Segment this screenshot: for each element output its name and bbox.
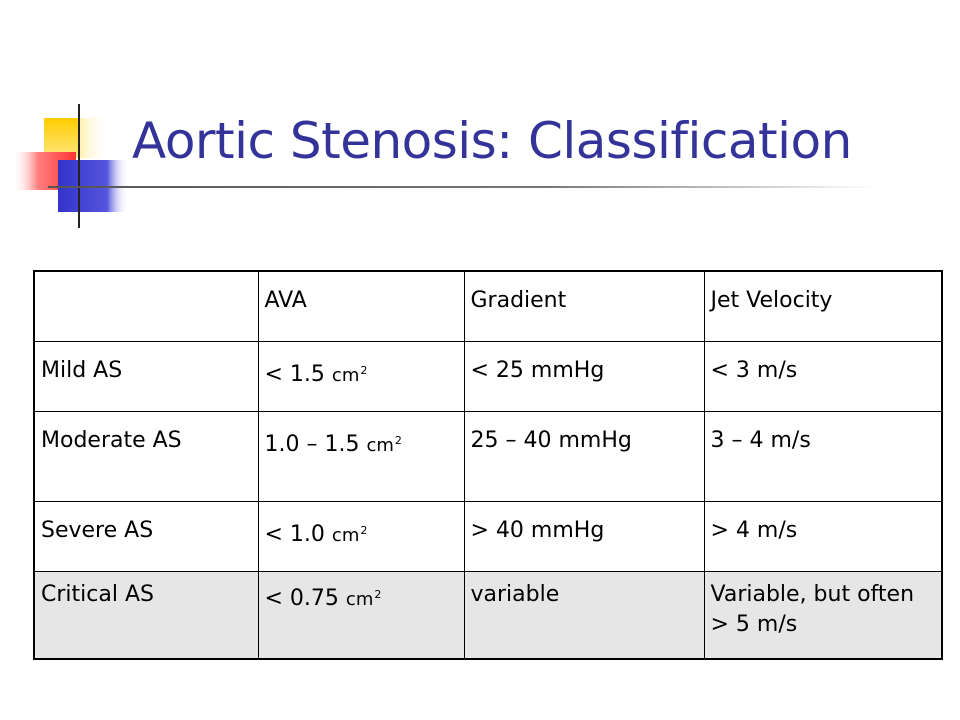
velocity-cell: > 4 m/s <box>704 501 942 571</box>
row-label: Moderate AS <box>34 411 258 501</box>
ava-value: 1.0 – 1.5 <box>264 431 360 457</box>
classification-table <box>33 270 943 660</box>
row-label: Severe AS <box>34 501 258 571</box>
table-row <box>34 571 942 659</box>
title-underline-divider <box>48 186 878 188</box>
velocity-cell: 3 – 4 m/s <box>704 411 942 501</box>
row-label: Critical AS <box>34 571 258 659</box>
logo-yellow-fade <box>80 118 110 158</box>
gradient-cell: 25 – 40 mmHg <box>464 411 704 501</box>
table-header-row <box>34 271 942 341</box>
ava-cell <box>258 341 464 411</box>
ava-cell <box>258 501 464 571</box>
slide-title: Aortic Stenosis: Classification <box>132 112 852 170</box>
header-cell-jet-velocity: Jet Velocity <box>704 271 942 341</box>
ava-value: < 1.5 <box>264 361 325 387</box>
velocity-cell: < 3 m/s <box>704 341 942 411</box>
table-row <box>34 341 942 411</box>
ava-unit: $cm^2$ <box>331 523 368 546</box>
header-cell-ava: AVA <box>258 271 464 341</box>
gradient-cell: > 40 mmHg <box>464 501 704 571</box>
row-label: Mild AS <box>34 341 258 411</box>
decorative-squares-logo <box>0 0 140 230</box>
table-row <box>34 501 942 571</box>
gradient-cell: variable <box>464 571 704 659</box>
gradient-cell: < 25 mmHg <box>464 341 704 411</box>
ava-cell <box>258 411 464 501</box>
table-row <box>34 411 942 501</box>
ava-unit: $cm^2$ <box>366 433 402 456</box>
header-cell-empty <box>34 271 258 341</box>
ava-unit: $cm^2$ <box>331 363 368 386</box>
ava-unit: $cm^2$ <box>345 587 382 610</box>
ava-value: < 1.0 <box>264 521 325 547</box>
velocity-cell: Variable, but often > 5 m/s <box>704 571 942 659</box>
ava-value: < 0.75 <box>264 585 339 611</box>
header-cell-gradient: Gradient <box>464 271 704 341</box>
ava-cell <box>258 571 464 659</box>
